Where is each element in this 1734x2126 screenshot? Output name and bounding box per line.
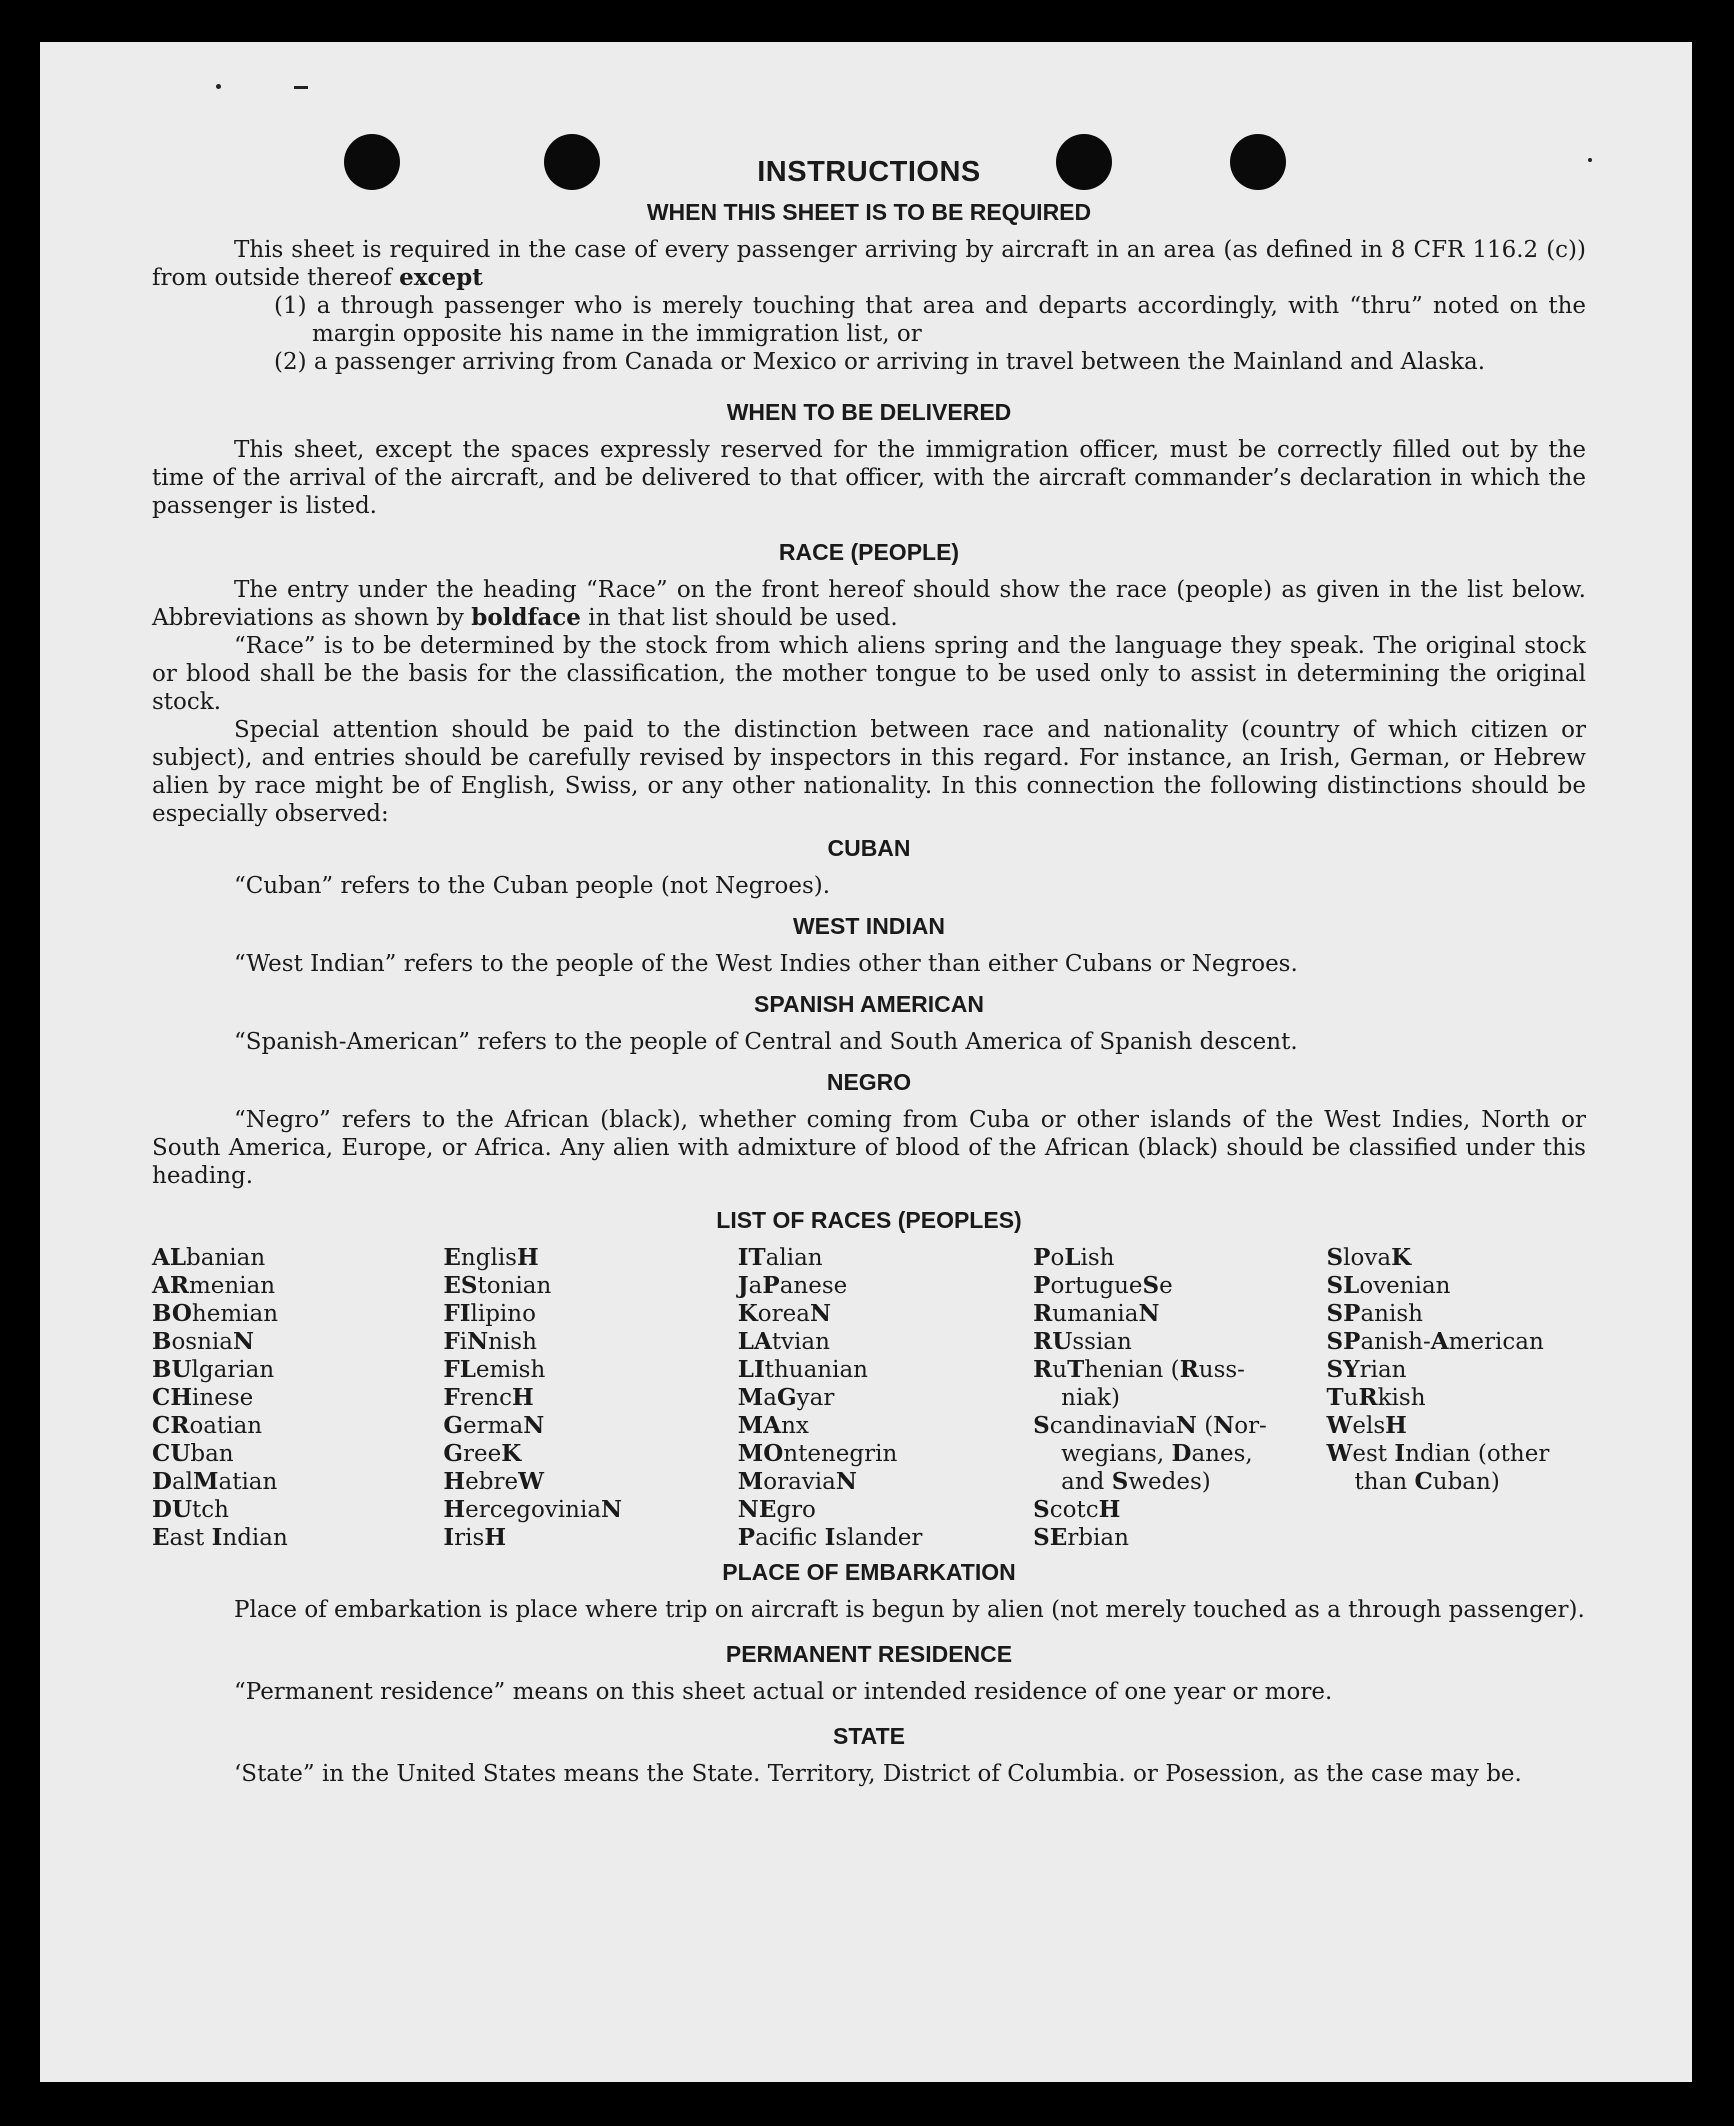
race-entry: RuThenian (Russ- xyxy=(1033,1356,1245,1383)
race-entry: MoraviaN xyxy=(737,1468,857,1495)
race-entry: EStonian xyxy=(443,1272,552,1299)
paragraph: ‘State” in the United States means the State. Territory, District of Columbia. or Posession, as the case may be. xyxy=(234,1761,1522,1787)
race-entry: BUlgarian xyxy=(152,1356,275,1383)
race-entry: CUban xyxy=(152,1440,234,1467)
paragraph: This sheet is required in the case of every passenger arriving by aircraft in an area (as defined in 8 CFR 116.2 (c)) from outside thereof except xyxy=(152,237,1586,291)
race-entry: CHinese xyxy=(152,1384,254,1411)
instructions-document xyxy=(152,150,1586,1788)
heading-race: RACE (PEOPLE) xyxy=(778,539,960,565)
paragraph: “Permanent residence” means on this sheet actual or intended residence of one year or more. xyxy=(234,1679,1333,1705)
race-entry: SPanish xyxy=(1326,1300,1423,1327)
race-entry: IrisH xyxy=(443,1524,507,1551)
race-entry: and Swedes) xyxy=(1061,1468,1211,1495)
race-column xyxy=(443,1244,737,1552)
heading-when-delivered: WHEN TO BE DELIVERED xyxy=(726,399,1012,425)
race-entry: FIlipino xyxy=(443,1300,536,1327)
race-column xyxy=(738,1244,1033,1552)
race-entry: East Indian xyxy=(152,1524,288,1551)
race-entry: SErbian xyxy=(1033,1524,1129,1551)
race-entry: ITalian xyxy=(737,1244,823,1271)
heading-west-indian: WEST INDIAN xyxy=(792,913,946,939)
paragraph: “West Indian” refers to the people of the West Indies other than either Cubans or Negroes. xyxy=(234,951,1298,977)
speck xyxy=(294,86,308,89)
race-entry: MOntenegrin xyxy=(737,1440,898,1467)
heading-embarkation: PLACE OF EMBARKATION xyxy=(722,1559,1016,1585)
race-entry: HebreW xyxy=(443,1468,544,1495)
race-entry: BosniaN xyxy=(152,1328,255,1355)
paragraph: “Spanish-American” refers to the people of Central and South America of Spanish descent. xyxy=(234,1029,1298,1055)
race-column xyxy=(1033,1244,1326,1552)
speck xyxy=(1588,158,1592,162)
paragraph: The entry under the heading “Race” on the front hereof should show the race (people) as given in the list below. Abbreviations as shown by boldface in that list should be used. xyxy=(152,577,1586,631)
race-entry: MAnx xyxy=(737,1412,809,1439)
race-entry: ALbanian xyxy=(152,1244,266,1271)
race-column xyxy=(1327,1244,1586,1552)
race-entry: ScandinaviaN (Nor- xyxy=(1033,1412,1267,1439)
race-entry: PortugueSe xyxy=(1033,1272,1173,1299)
race-entry: RUssian xyxy=(1033,1328,1132,1355)
race-entry: Pacific Islander xyxy=(737,1524,923,1551)
list-item: (1) a through passenger who is merely touching that area and departs accordingly, with “thru” noted on the margin opposite his name in the immigration list, or xyxy=(274,293,1586,347)
paragraph: This sheet, except the spaces expressly reserved for the immigration officer, must be correctly filled out by the time of the arrival of the aircraft, and be delivered to that officer, with the aircraft commander’s declaration in which the passenger is listed. xyxy=(152,437,1586,519)
paragraph: Place of embarkation is place where trip on aircraft is begun by alien (not merely touched as a through passenger). xyxy=(234,1597,1585,1623)
heading-when-required: WHEN THIS SHEET IS TO BE REQUIRED xyxy=(646,199,1092,225)
race-entry: BOhemian xyxy=(152,1300,279,1327)
heading-list-of-races: LIST OF RACES (PEOPLES) xyxy=(716,1207,1022,1233)
race-entry: FrencH xyxy=(443,1384,534,1411)
race-entry: West Indian (other xyxy=(1326,1440,1550,1467)
race-entry: RumaniaN xyxy=(1033,1300,1160,1327)
heading-negro: NEGRO xyxy=(826,1069,912,1095)
list-item: (2) a passenger arriving from Canada or Mexico or arriving in travel between the Mainland and Alaska. xyxy=(274,349,1486,375)
race-entry: DUtch xyxy=(152,1496,229,1523)
race-entry: DalMatian xyxy=(152,1468,278,1495)
race-entry: HercegoviniaN xyxy=(443,1496,623,1523)
race-entry: NEgro xyxy=(737,1496,816,1523)
race-entry: EnglisH xyxy=(443,1244,539,1271)
race-entry: ARmenian xyxy=(152,1272,276,1299)
race-entry: SLovenian xyxy=(1326,1272,1451,1299)
race-entry: FiNnish xyxy=(443,1328,537,1355)
race-entry: GermaN xyxy=(443,1412,545,1439)
heading-permanent-residence: PERMANENT RESIDENCE xyxy=(725,1641,1013,1667)
race-entry: PoLish xyxy=(1033,1244,1115,1271)
race-list xyxy=(152,1244,1586,1552)
heading-cuban: CUBAN xyxy=(827,835,911,861)
race-entry: FLemish xyxy=(443,1356,546,1383)
race-entry: CRoatian xyxy=(152,1412,263,1439)
race-entry: SYrian xyxy=(1326,1356,1407,1383)
race-entry: GreeK xyxy=(443,1440,522,1467)
race-entry: LIthuanian xyxy=(737,1356,868,1383)
heading-state: STATE xyxy=(833,1723,905,1749)
heading-spanish-american: SPANISH AMERICAN xyxy=(753,991,984,1017)
paragraph: “Cuban” refers to the Cuban people (not Negroes). xyxy=(234,873,831,899)
race-entry: wegians, Danes, xyxy=(1061,1440,1253,1467)
race-entry: SlovaK xyxy=(1326,1244,1412,1271)
paragraph: Special attention should be paid to the distinction between race and nationality (country of which citizen or subject), and entries should be carefully revised by inspectors in this regard. For instance, an Irish, German, or Hebrew alien by race might be of English, Swiss, or any other nationality. In this connection the following distinctions should be especially observed: xyxy=(152,717,1586,827)
race-entry: TuRkish xyxy=(1326,1384,1426,1411)
race-entry: JaPanese xyxy=(737,1272,848,1299)
race-entry: KoreaN xyxy=(737,1300,831,1327)
race-entry: than Cuban) xyxy=(1354,1468,1500,1495)
paragraph: “Negro” refers to the African (black), whether coming from Cuba or other islands of the West Indies, North or South America, Europe, or Africa. Any alien with admixture of blood of the African (black) should be classified under this heading. xyxy=(152,1107,1586,1189)
race-entry: ScotcH xyxy=(1033,1496,1121,1523)
race-entry: MaGyar xyxy=(737,1384,835,1411)
page-title: INSTRUCTIONS xyxy=(757,156,981,188)
race-column xyxy=(152,1244,443,1552)
race-entry: LAtvian xyxy=(737,1328,830,1355)
race-entry: SPanish-American xyxy=(1326,1328,1544,1355)
speck xyxy=(216,84,221,89)
race-entry: WelsH xyxy=(1326,1412,1407,1439)
paragraph: “Race” is to be determined by the stock from which aliens spring and the language they speak. The original stock or blood shall be the basis for the classification, the mother tongue to be used only to assist in determining the original stock. xyxy=(152,633,1586,715)
race-entry: niak) xyxy=(1061,1385,1120,1411)
